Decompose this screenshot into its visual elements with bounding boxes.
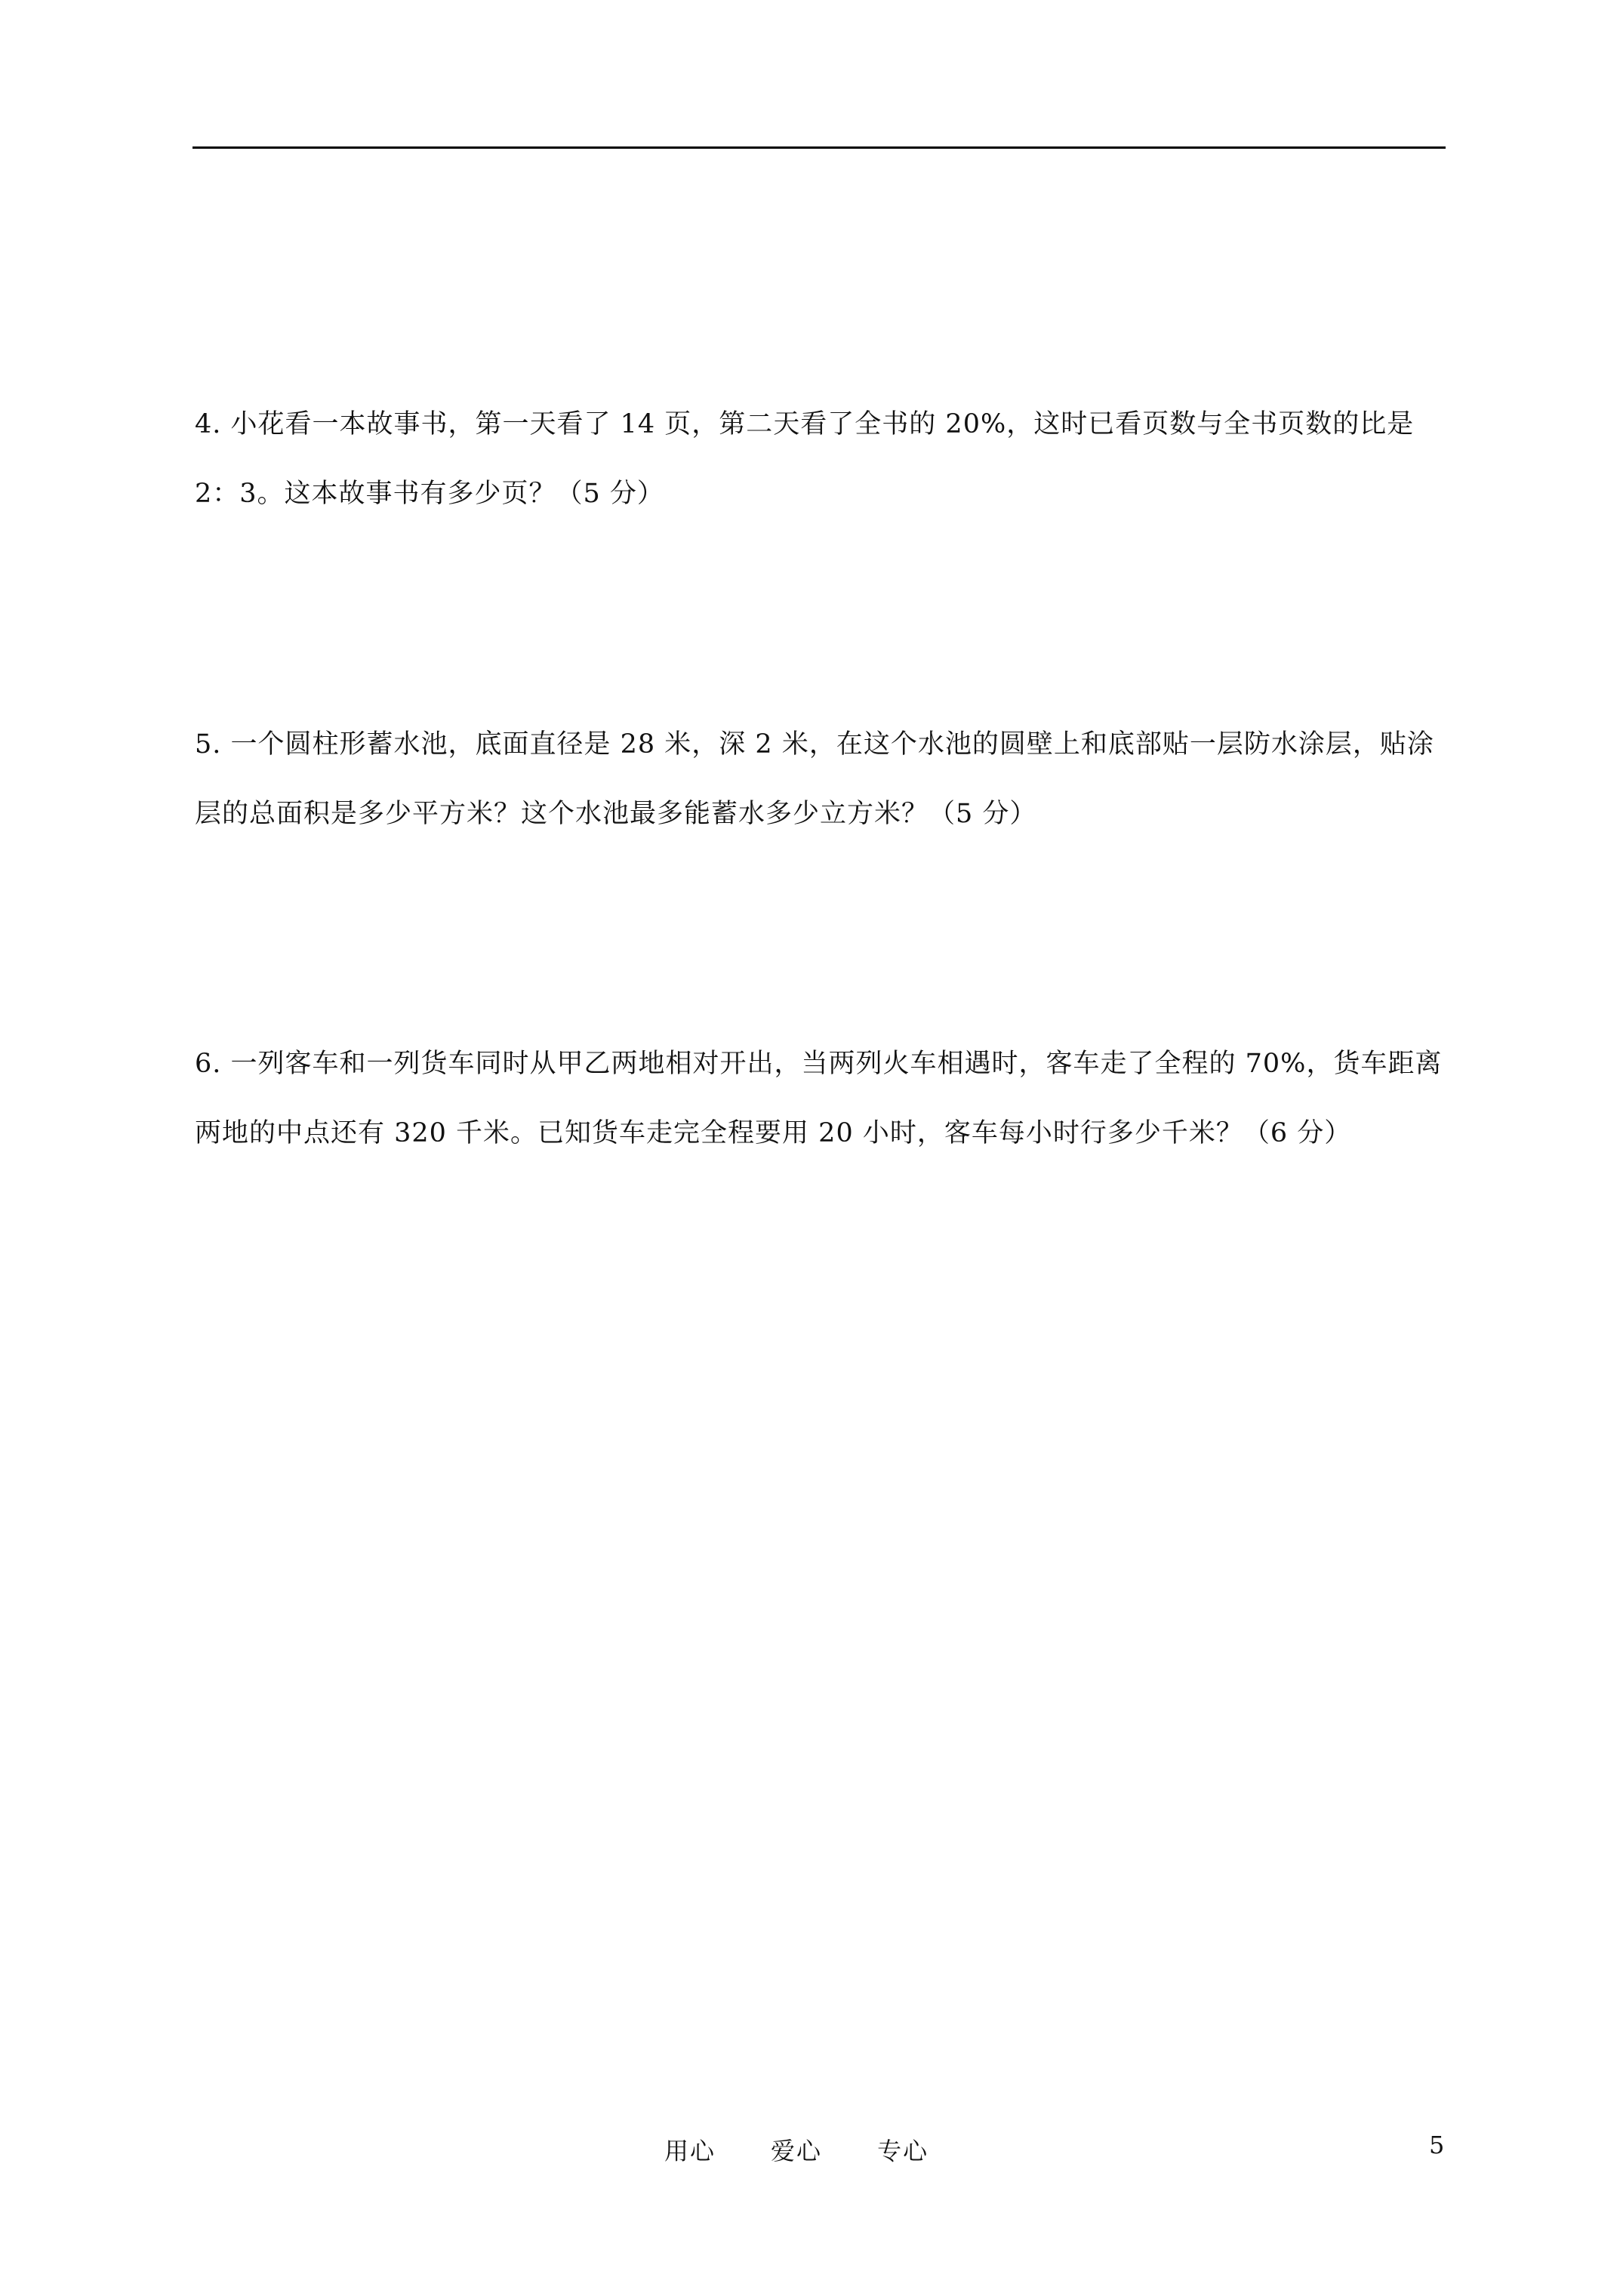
question-6: 6. 一列客车和一列货车同时从甲乙两地相对开出，当两列火车相遇时，客车走了全程的 70%，货车距离两地的中点还有 320 千米。已知货车走完全程要用 20 小时，客车每小时行多少千米？（6 分） (195, 1049, 1443, 1148)
footer-motto: 用心 爱心 专心 (664, 2137, 929, 2165)
page-number: 5 (1429, 2131, 1445, 2159)
header-rule (192, 146, 1446, 149)
question-4: 4. 小花看一本故事书，第一天看了 14 页，第二天看了全书的 20%，这时已看页数与全书页数的比是 2：3。这本故事书有多少页？（5 分） (195, 409, 1415, 509)
question-5: 5. 一个圆柱形蓄水池，底面直径是 28 米，深 2 米，在这个水池的圆壁上和底部贴一层防水涂层，贴涂层的总面积是多少平方米？这个水池最多能蓄水多少立方米？（5 分） (195, 729, 1434, 829)
